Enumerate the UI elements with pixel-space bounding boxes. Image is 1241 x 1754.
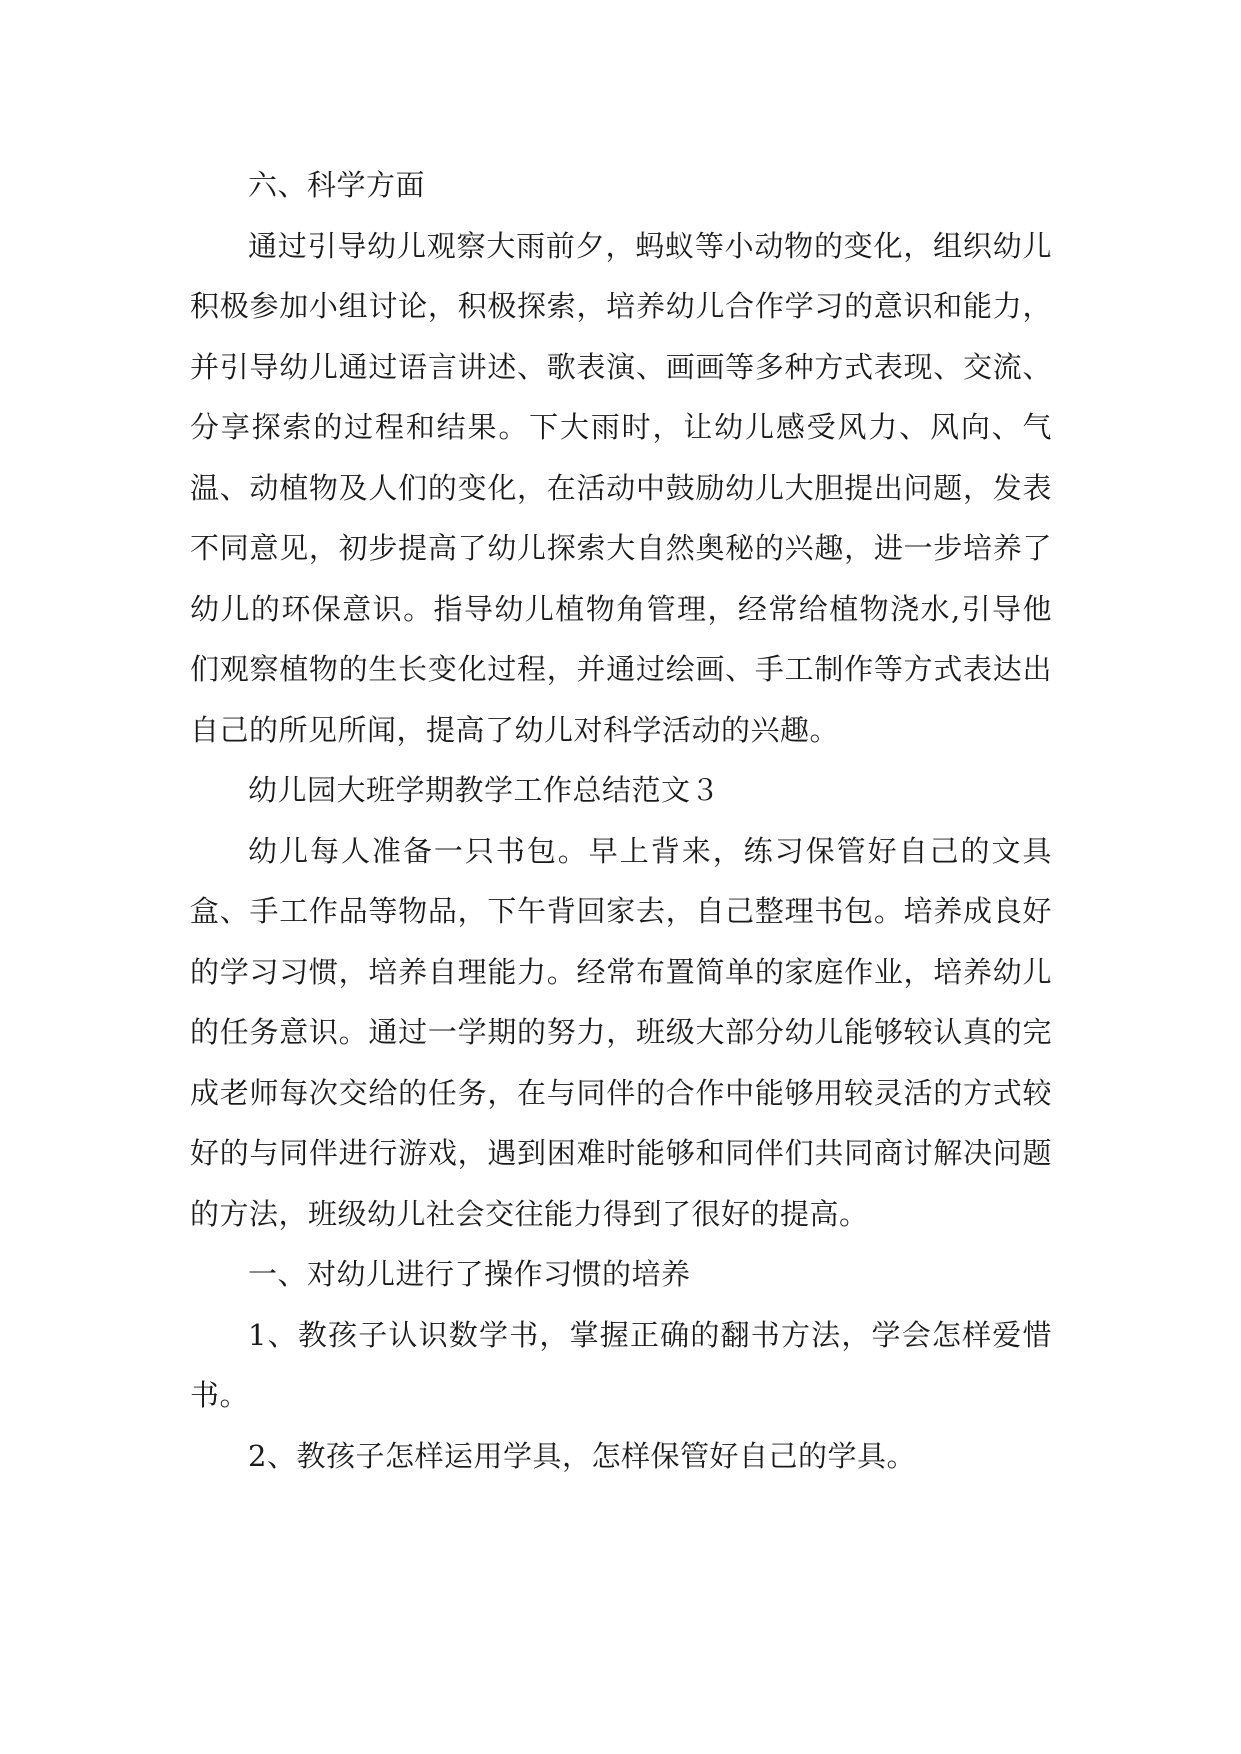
article-3-intro-paragraph: 幼儿每人准备一只书包。早上背来，练习保管好自己的文具盒、手工作品等物品，下午背回家去，自己整理书包。培养成良好的学习习惯，培养自理能力。经常布置简单的家庭作业，培养幼儿的任务意识。通过一学期的努力，班级大部分幼儿能够较认真的完成老师每次交给的任务，在与同伴的合作中能够用较灵活的方式较好的与同伴进行游戏，遇到困难时能够和同伴们共同商讨解决问题的方法，班级幼儿社会交往能力得到了很好的提高。 (190, 833, 1052, 1231)
section-one-heading: 一、对幼儿进行了操作习惯的培养 (248, 1257, 691, 1291)
list-item-1: 1、教孩子认识数学书，掌握正确的翻书方法，学会怎样爱惜书。 (190, 1317, 1052, 1412)
document-page (190, 155, 1052, 1486)
article-3-title: 幼儿园大班学期教学工作总结范文３ (248, 773, 721, 807)
section-science-paragraph: 通过引导幼儿观察大雨前夕，蚂蚁等小动物的变化，组织幼儿积极参加小组讨论，积极探索，培养幼儿合作学习的意识和能力，并引导幼儿通过语言讲述、歌表演、画画等多种方式表现、交流、分享探索的过程和结果。下大雨时，让幼儿感受风力、风向、气温、动植物及人们的变化，在活动中鼓励幼儿大胆提出问题，发表不同意见，初步提高了幼儿探索大自然奥秘的兴趣，进一步培养了幼儿的环保意识。指导幼儿植物角管理，经常给植物浇水,引导他们观察植物的生长变化过程，并通过绘画、手工制作等方式表达出自己的所见所闻，提高了幼儿对科学活动的兴趣。 (190, 228, 1052, 747)
list-item-2: 2、教孩子怎样运用学具，怎样保管好自己的学具。 (248, 1438, 916, 1473)
section-science-heading: 六、科学方面 (248, 168, 426, 202)
